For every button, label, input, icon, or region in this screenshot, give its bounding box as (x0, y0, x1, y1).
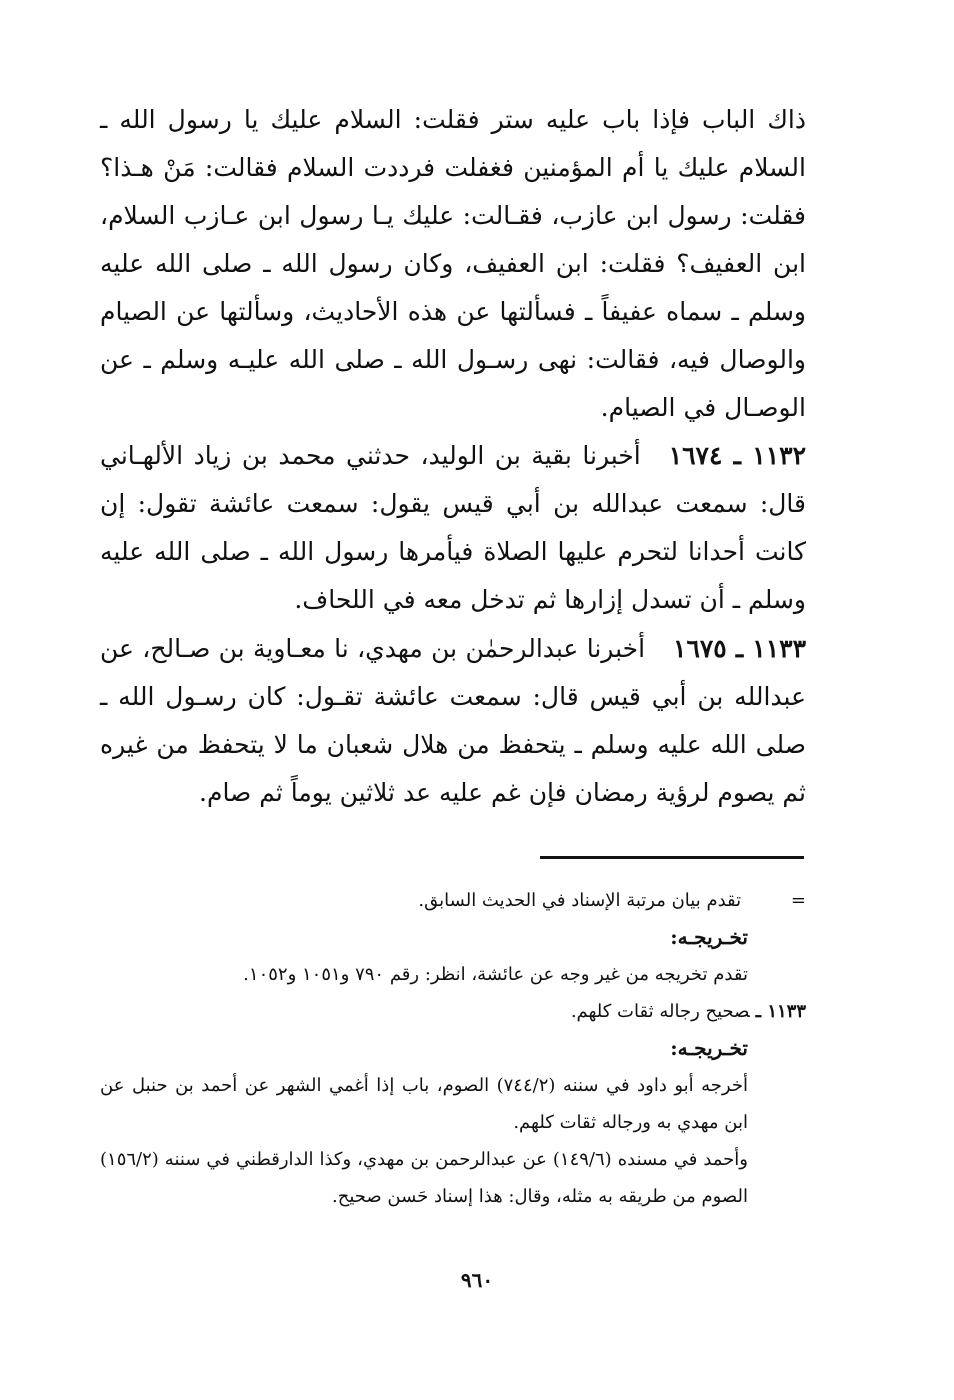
takhrij-heading: تخـريجـه: (670, 1036, 748, 1060)
hadith-number: ١١٣٣ ـ ١٦٧٥ (673, 634, 806, 663)
hadith-1133 (100, 625, 806, 817)
footnote-text: تقدم بيان مرتبة الإسناد في الحديث السابق. (418, 890, 742, 911)
footnote-paragraph: وأحمد في مسنده (١٤٩/٦) عن عبدالرحمن بن مهدي، وكذا الدارقطني في سننه (١٥٦/٢) الصوم من طريقه به مثله، وقال: هذا إسناد حَسن صحيح. (100, 1149, 748, 1207)
footnotes (100, 882, 806, 1215)
hadith-text: أخبرنا عبدالرحمٰن بن مهدي، نا معـاوية بن صـالح، عن عبدالله بن أبي قيس قال: سمعت عائشة تقـول: كان رسـول الله ـ صلى الله عليه وسلم ـ يتحفظ من هلال شعبان ما لا يتحفظ من غيره ثم يصوم لرؤية رمضان فإن غم عليه عد ثلاثين يوماً ثم صام. (100, 634, 806, 807)
footnote-number: ١١٣٣ ـ (755, 1001, 806, 1022)
hadith-text: أخبرنا بقية بن الوليد، حدثني محمد بن زياد الألهـاني قال: سمعت عبدالله بن أبي قيس يقول: سمعت عائشة تقول: إن كانت أحدانا لتحرم عليها الصلاة فيأمرها رسول الله ـ صلى الله عليه وسلم ـ أن تسدل إزارها ثم تدخل معه في اللحاف. (100, 441, 806, 614)
hadith-1132 (100, 432, 806, 624)
footnote-paragraph: أخرجه أبو داود في سننه (٧٤٤/٢) الصوم، باب إذا أغمي الشهر عن أحمد بن حنبل عن ابن مهدي به ورجاله ثقات كلهم. (100, 1075, 748, 1133)
takhrij-heading: تخـريجـه: (670, 925, 748, 949)
hadith-number: ١١٣٢ ـ ١٦٧٤ (668, 441, 806, 470)
footnote-text: تقدم تخريجه من غير وجه عن عائشة، انظر: رقم ٧٩٠ و١٠٥١ و١٠٥٢. (243, 964, 748, 985)
footnote-line (100, 882, 806, 919)
continuation-mark: = (790, 890, 806, 911)
footnote-1133 (100, 993, 806, 1030)
footnote-text: صحيح رجاله ثقات كلهم. (570, 1001, 750, 1022)
footnote-separator (540, 856, 804, 859)
page-number: ٩٦٠ (460, 1268, 494, 1292)
narration-continuation: ذاك الباب فإذا باب عليه ستر فقلت: السلام عليك يا رسول الله ـ السلام عليك يا أم المؤمنين فغفلت فرددت السلام فقالت: مَنْ هـذا؟ فقلت: رسول ابن عازب، فقـالت: عليك يـا رسول ابن عـازب السلام، ابن العفيف؟ فقلت: ابن العفيف، وكان رسول الله ـ صلى الله عليه وسلم ـ سماه عفيفاً ـ فسألتها عن هذه الأحاديث، وسألتها عن الصيام والوصال فيه، فقالت: نهى رسـول الله ـ صلى الله عليـه وسلم ـ عن الوصـال في الصيام. (100, 105, 806, 422)
